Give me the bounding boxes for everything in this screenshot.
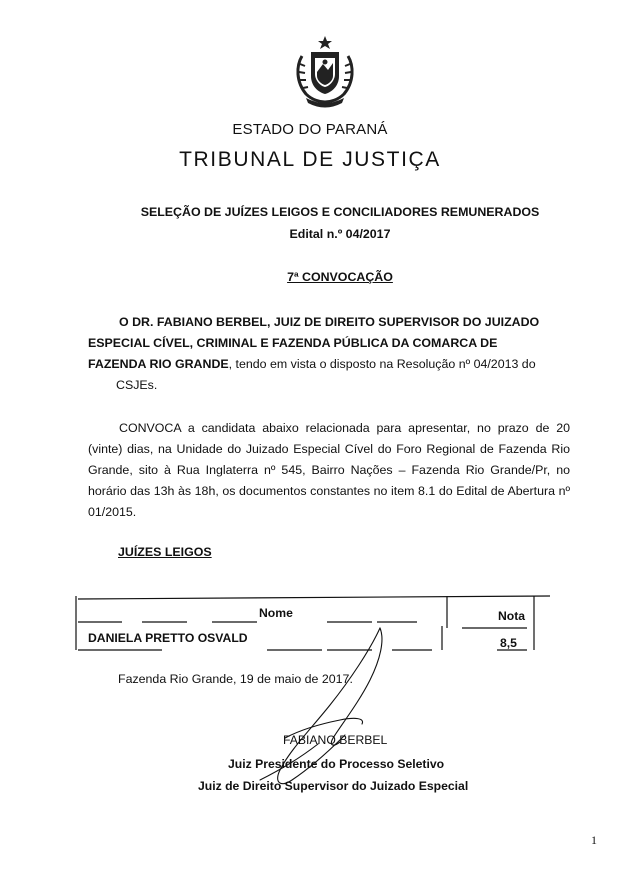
state-title: ESTADO DO PARANÁ — [232, 121, 388, 138]
table-cell-name: DANIELA PRETTO OSVALD — [88, 631, 248, 645]
intro-line-4: CSJEs. — [116, 378, 158, 392]
signer-role-1: Juiz Presidente do Processo Seletivo — [228, 757, 445, 771]
signer-name: FABIANO BERBEL — [283, 733, 388, 747]
table-header-grade: Nota — [498, 609, 526, 623]
page-number: 1 — [591, 833, 597, 847]
selection-title: SELEÇÃO DE JUÍZES LEIGOS E CONCILIADORES REMUNERADOS — [140, 205, 540, 219]
date-line: Fazenda Rio Grande, 19 de maio de 2017. — [118, 672, 353, 686]
intro-line-2: ESPECIAL CÍVEL, CRIMINAL E FAZENDA PÚBLICA DA COMARCA DE — [88, 336, 498, 350]
court-title: TRIBUNAL DE JUSTIÇA — [179, 148, 441, 171]
intro-line-1: O DR. FABIANO BERBEL, JUIZ DE DIREITO SUPERVISOR DO JUIZADO — [119, 315, 540, 329]
table-cell-grade: 8,5 — [500, 636, 517, 650]
intro-paragraph — [88, 312, 570, 396]
convoca-text: CONVOCA a candidata abaixo relacionada para apresentar, no prazo de 20 (vinte) dias, na Unidade do Juizado Especial Cível do Foro Regional de Fazenda Rio Grande, sito à Rua Inglaterra nº 545, Bairro Nações – Fazenda Rio Grande/Pr, no horário das 13h às 18h, os documentos constantes no item 8.1 do Edital de Abertura nº 01/2015. — [88, 421, 570, 519]
convoca-paragraph — [88, 418, 570, 523]
parana-coat-of-arms-icon — [292, 36, 358, 108]
intro-line-3-bold: FAZENDA RIO GRANDE — [88, 357, 229, 371]
signer-role-2: Juiz de Direito Supervisor do Juizado Especial — [198, 779, 469, 793]
judges-section-heading: JUÍZES LEIGOS — [118, 545, 212, 559]
edital-number: Edital n.º 04/2017 — [289, 227, 391, 241]
convocation-title: 7ª CONVOCAÇÃO — [287, 270, 393, 284]
intro-line-3 — [88, 354, 570, 375]
table-header-name: Nome — [259, 606, 293, 620]
handwritten-signature — [240, 620, 430, 800]
intro-line-3-rest: , tendo em vista o disposto na Resolução nº 04/2013 do — [228, 357, 536, 371]
